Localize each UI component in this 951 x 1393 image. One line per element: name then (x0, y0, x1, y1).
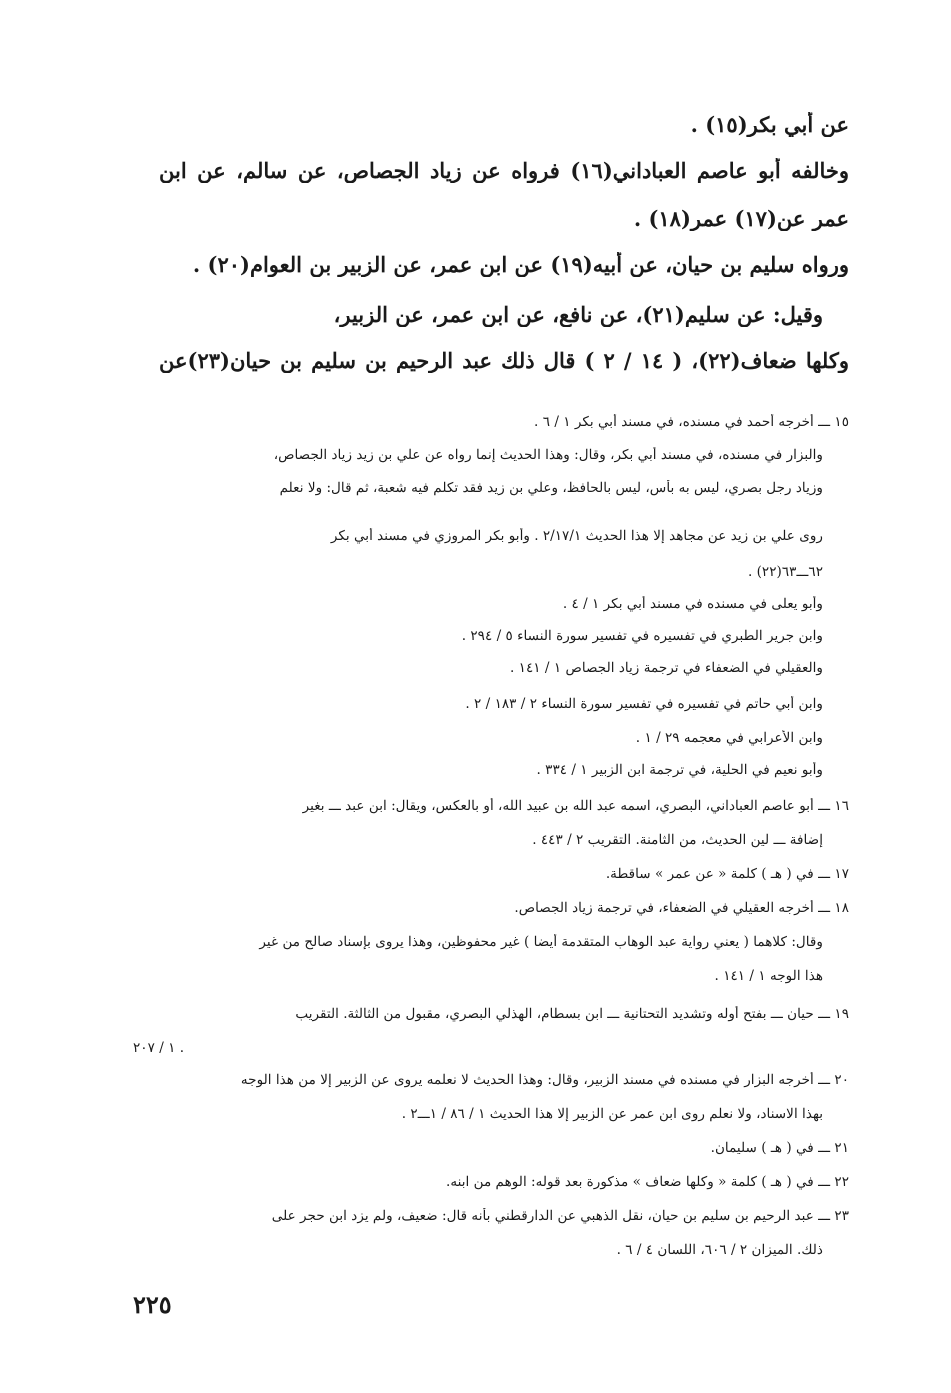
footnote-line: ١ / ٢٠٧ . (133, 1040, 185, 1056)
footnote-line: ١٩ ـــ حيان ـــ بفتح أوله وتشديد التحتانية ـــ ابن بسطام، الهذلي البصري، مقبول من الثالثة. التقريب (295, 1006, 849, 1022)
footnote-line: ٢٢ ـــ في ( هـ ) كلمة « وكلها ضعاف » مذكورة بعد قوله: الوهم من ابنه. (446, 1174, 849, 1190)
footnote-line: وأبو نعيم في الحلية، في ترجمة ابن الزبير ١ / ٣٣٤ . (536, 762, 823, 778)
footnote-line: وابن جرير الطبري في تفسيره في تفسير سورة النساء ٥ / ٢٩٤ . (461, 628, 823, 644)
footnote-line: ذلك. الميزان ٢ / ٦٠٦، اللسان ٤ / ٦ . (616, 1242, 823, 1258)
body-line: عن أبي بكر(١٥) . (690, 112, 849, 137)
footnote-line: ٢٣ ـــ عبد الرحيم بن سليم بن حيان، نقل الذهبي عن الدارقطني بأنه قال: ضعيف، ولم يزد ابن حجر على (271, 1208, 849, 1224)
footnote-line: ٦٢ـــ٦٣(٢٢) . (747, 564, 823, 580)
footnote-line: والبزار في مسنده، في مسند أبي بكر، وقال: وهذا الحديث إنما رواه عن علي بن زيد زياد الجصاص، (273, 447, 823, 463)
footnote-line: ١٦ ـــ أبو عاصم العباداني، البصري، اسمه عبد الله بن عبيد الله، أو بالعكس، ويقال: ابن عبد ـــ بغير (302, 798, 849, 814)
body-line: عمر عن(١٧) عمر(١٨) . (633, 206, 849, 231)
footnote-line: والعقيلي في الضعفاء في ترجمة زياد الجصاص ١ / ١٤١ . (510, 660, 823, 676)
footnote-line: وابن أبي حاتم في تفسيره في تفسير سورة النساء ٢ / ١٨٣ / ٢ . (465, 696, 823, 712)
footnote-line: وابن الأعرابي في معجمه ٢٩ / ١ . (635, 730, 823, 746)
footnote-line: بهذا الاسناد، ولا نعلم روى ابن عمر عن الزبير إلا هذا الحديث ١ / ٨٦ / ١ـــ٢ . (401, 1106, 823, 1122)
footnote-line: روى علي بن زيد عن مجاهد إلا هذا الحديث ٢/١٧/١ . وأبو بكر المروزي في مسند أبي بكر (330, 528, 823, 544)
footnote-line: إضافة ـــ لين الحديث، من الثامنة. التقريب ٢ / ٤٤٣ . (532, 832, 823, 848)
body-line: ورواه سليم بن حيان، عن أبيه(١٩) عن ابن عمر، عن الزبير بن العوام(٢٠) . (192, 252, 849, 277)
body-line: وكلها ضعاف(٢٢)، ( ١٤ / ٢ ) قال ذلك عبد الرحيم بن سليم بن حيان(٢٣)عن (159, 348, 849, 373)
body-line: وقيل: عن سليم(٢١)، عن نافع، عن ابن عمر، عن الزبير، (333, 302, 823, 327)
footnote-line: وأبو يعلى في مسنده في مسند أبي بكر ١ / ٤ . (562, 596, 823, 612)
footnote-line: ٢٠ ـــ أخرجه البزار في مسنده في مسند الزبير، وقال: وهذا الحديث لا نعلمه يروى عن الزبير إلا من هذا الوجه (240, 1072, 849, 1088)
footnote-line: ١٧ ـــ في ( هـ ) كلمة « عن عمر » ساقطة. (605, 866, 849, 882)
footnote-line: هذا الوجه ١ / ١٤١ . (714, 968, 823, 984)
page-number: ٢٢٥ (133, 1290, 172, 1319)
footnote-line: ٢١ ـــ في ( هـ ) سليمان. (710, 1140, 849, 1156)
footnote-line: وقال: كلاهما ( يعني رواية عبد الوهاب المتقدمة أيضا ) غير محفوظين، وهذا يروى بإسناد صالح من غير (259, 934, 823, 950)
footnote-line: ١٨ ـــ أخرجه العقيلي في الضعفاء، في ترجمة زياد الجصاص. (514, 900, 849, 916)
footnote-line: وزياد رجل بصري، ليس به بأس، ليس بالحافظ، وعلي بن زيد فقد تكلم فيه شعبة، ثم قال: ولا نعلم (279, 480, 823, 496)
footnote-line: ١٥ ـــ أخرجه أحمد في مسنده، في مسند أبي بكر ١ / ٦ . (534, 414, 849, 430)
body-line: وخالفه أبو عاصم العباداني(١٦) فرواه عن زياد الجصاص، عن سالم، عن ابن (159, 158, 849, 183)
